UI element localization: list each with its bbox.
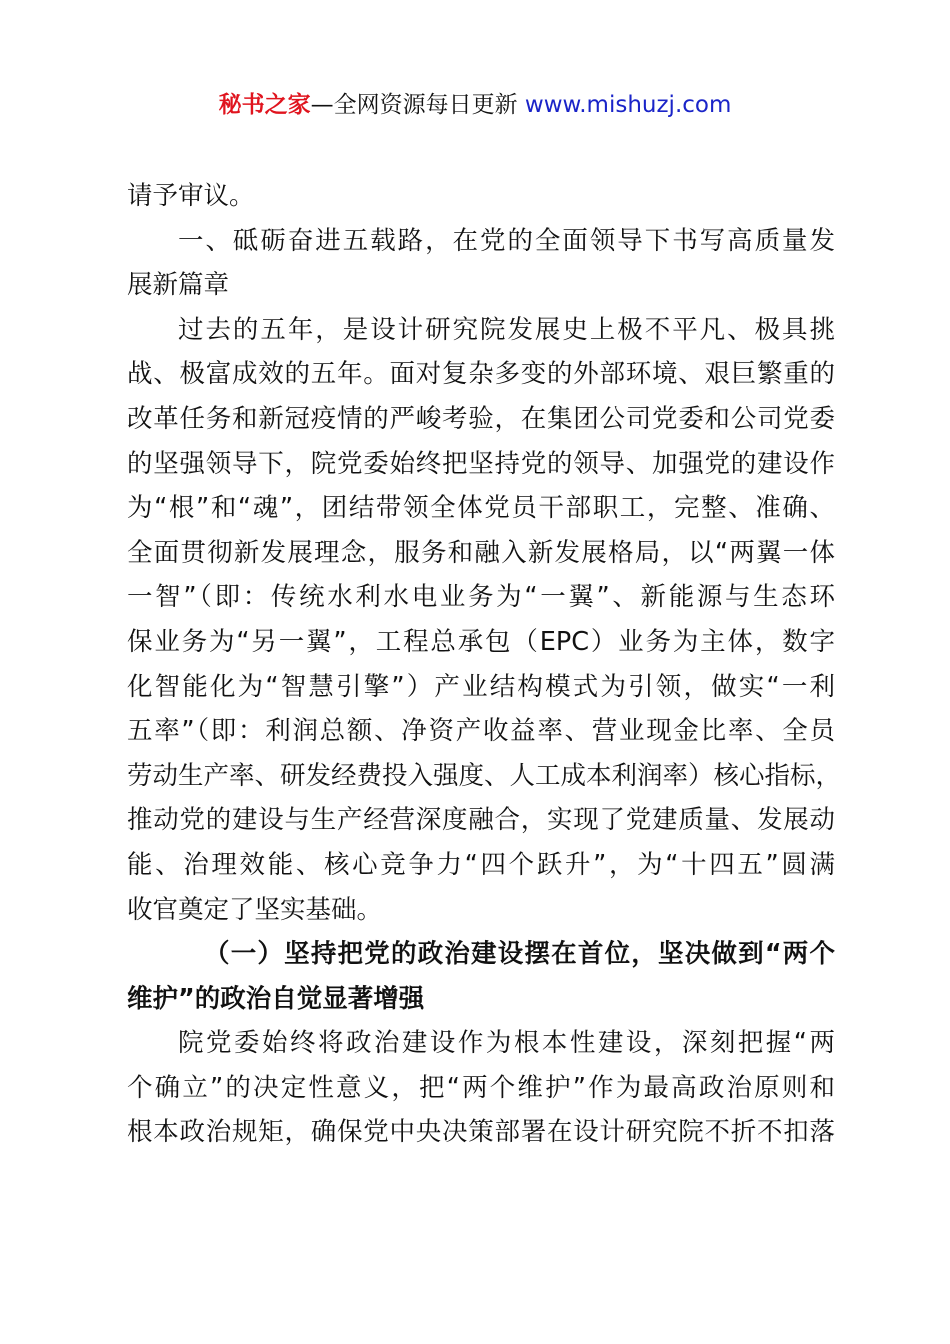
section-heading-line: 一、砥砺奋进五载路，在党的全面领导下书写高质量发 — [178, 225, 835, 256]
section-heading-line: 展新篇章 — [127, 270, 230, 301]
site-tagline: —全网资源每日更新 — [310, 92, 525, 118]
site-header — [0, 88, 950, 122]
text-line: 为“根”和“魂”，团结带领全体党员干部职工，完整、准确、 — [127, 493, 835, 524]
text-line: 战、极富成效的五年。面对复杂多变的外部环境、艰巨繁重的 — [127, 359, 835, 390]
text-line: 一智”（即：传统水利水电业务为“一翼”、新能源与生态环 — [127, 582, 835, 613]
text-line: 化智能化为“智慧引擎”）产业结构模式为引领，做实“一利 — [127, 671, 835, 702]
text-line: 请予审议。 — [127, 181, 255, 211]
text-line: 劳动生产率、研发经费投入强度、人工成本利润率）核心指标， — [127, 760, 842, 791]
text-line: 五率”（即：利润总额、净资产收益率、营业现金比率、全员 — [127, 716, 835, 747]
site-url-link[interactable]: www.mishuzj.com — [524, 92, 732, 118]
text-line: 能、治理效能、核心竞争力“四个跃升”，为“十四五”圆满 — [127, 849, 835, 880]
site-brand: 秘书之家 — [218, 92, 311, 118]
text-line: 推动党的建设与生产经营深度融合，实现了党建质量、发展动 — [127, 805, 835, 836]
subsection-heading-line: （一）坚持把党的政治建设摆在首位，坚决做到“两个 — [204, 939, 835, 970]
text-line: 全面贯彻新发展理念，服务和融入新发展格局，以“两翼一体 — [127, 537, 835, 568]
text-line: 的坚强领导下，院党委始终把坚持党的领导、加强党的建设作 — [127, 448, 835, 479]
text-line: 根本政治规矩，确保党中央决策部署在设计研究院不折不扣落 — [127, 1117, 835, 1148]
text-line: 保业务为“另一翼”，工程总承包（EPC）业务为主体，数字 — [127, 626, 835, 657]
text-line: 收官奠定了坚实基础。 — [127, 894, 383, 925]
text-line: 改革任务和新冠疫情的严峻考验，在集团公司党委和公司党委 — [127, 403, 835, 434]
text-line: 院党委始终将政治建设作为根本性建设，深刻把握“两 — [178, 1028, 835, 1059]
document-body — [127, 174, 842, 1155]
subsection-heading-line: 维护”的政治自觉显著增强 — [127, 983, 425, 1014]
text-line: 个确立”的决定性意义，把“两个维护”作为最高政治原则和 — [127, 1072, 835, 1103]
text-line: 过去的五年，是设计研究院发展史上极不平凡、极具挑 — [178, 314, 835, 345]
